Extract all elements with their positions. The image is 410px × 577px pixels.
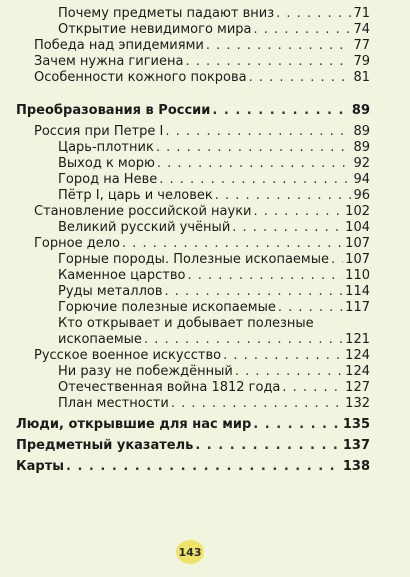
toc-row-page: 89 [353,140,370,155]
toc-row [0,364,410,380]
section-gap [0,86,410,103]
toc-row-leader [195,438,341,454]
toc-row-page: 74 [353,22,370,37]
toc-row-title: Кто открывает и добывает полезные [58,316,314,331]
toc-row-page: 110 [345,268,370,283]
toc-row-page: 124 [345,364,370,379]
toc-row-title: Предметный указатель [16,438,194,453]
toc-row-leader [235,364,343,380]
toc-row [0,54,410,70]
toc-row-page: 138 [342,459,370,474]
toc-row [0,220,410,236]
toc-row-title: Русское военное искусство [34,348,222,363]
toc-row-title: Россия при Петре I [34,124,164,139]
toc-row [0,172,410,188]
toc-row-page: 124 [345,348,370,363]
toc-row-leader [206,38,352,54]
toc-row-page: 77 [353,38,370,53]
toc-row-leader [171,396,343,412]
toc-row-title: Зачем нужна гигиена [34,54,184,69]
toc-row-title: План местности [58,396,169,411]
toc-row-leader [276,6,351,22]
toc-row-title: Пётр I, царь и человек [58,188,213,203]
toc-row-title: Царь-плотник [58,140,154,155]
toc-row-title: Горное дело [34,236,120,251]
toc-row-title: Отечественная война 1812 года [58,380,281,395]
toc-row-title: Город на Неве [58,172,158,187]
toc-row-title: Горючие полезные ископаемые [58,300,276,315]
toc-row-leader [165,284,344,300]
toc-row-page: 127 [345,380,370,395]
toc-row-title: Каменное царство [58,268,186,283]
toc-row-leader [165,124,351,140]
toc-row-leader [254,204,344,220]
toc-row [0,332,410,348]
toc-row-leader [331,252,343,268]
toc-row-page: 94 [353,172,370,187]
toc-row-title: Ни разу не побеждённый [58,364,233,379]
toc-row-title: Великий русский учёный [58,220,231,235]
toc-row-leader [212,103,350,119]
toc-row-page: 107 [345,236,370,251]
toc-row-page: 79 [353,54,370,69]
toc-row [0,38,410,54]
toc-section-row [0,459,410,475]
toc-row-page: 114 [345,284,370,299]
toc-row-leader [278,300,343,316]
toc-row-page: 137 [342,438,370,453]
toc-row-page: 102 [345,204,370,219]
toc-row-title: Карты [16,459,64,474]
toc-row-title: Люди, открывшие для нас мир [16,417,252,432]
toc-row [0,284,410,300]
toc-row-leader [156,140,352,156]
toc-row-page: 107 [345,252,370,267]
toc-row-leader [215,188,352,204]
toc-row-title: Почему предметы падают вниз [58,6,275,21]
toc-row [0,22,410,38]
toc-row [0,236,410,252]
toc-row-page: 117 [345,300,370,315]
toc-section-row [0,438,410,454]
toc-row-leader [157,156,352,172]
toc-row [0,252,410,268]
toc-row [0,348,410,364]
toc-row-leader [253,417,341,433]
toc-row [0,188,410,204]
toc-row [0,396,410,412]
toc-row-title: Становление российской науки [34,204,252,219]
toc-row [0,6,410,22]
toc-row-leader [249,70,352,86]
toc-row-leader [159,172,351,188]
toc-row-page: 89 [353,124,370,139]
toc-row-page: 121 [345,332,370,347]
toc-row [0,380,410,396]
toc-row [0,204,410,220]
toc-row-leader [185,54,351,70]
toc-row-title: Горные породы. Полезные ископаемые [58,252,329,267]
toc-row [0,316,410,332]
toc-row-page: 71 [353,6,370,21]
toc-row-leader [254,22,352,38]
toc-section-row [0,103,410,119]
toc-row-title: Преобразования в России [16,103,211,118]
toc-row-title: ископаемые [58,332,142,347]
toc-row-title: Особенности кожного покрова [34,70,247,85]
toc-section-row [0,417,410,433]
toc-row-leader [122,236,343,252]
toc-row-title: Победа над эпидемиями [34,38,204,53]
toc-row-leader [223,348,343,364]
toc-row-page: 89 [351,103,370,118]
toc-row-page: 92 [353,156,370,171]
toc-row-leader [232,220,343,236]
toc-row-title: Руды металлов [58,284,163,299]
toc-row-leader [66,459,341,475]
toc-row-page: 96 [353,188,370,203]
toc-row-title: Открытие невидимого мира [58,22,252,37]
toc-row [0,268,410,284]
toc-row-page: 81 [353,70,370,85]
toc-row-leader [282,380,343,396]
toc-row-leader [144,332,343,348]
page-number-badge: 143 [176,540,204,564]
toc-row-page: 132 [345,396,370,411]
toc-row-page: 135 [342,417,370,432]
toc-row [0,156,410,172]
toc-row [0,300,410,316]
toc-row [0,140,410,156]
toc-row-leader [188,268,344,284]
toc-row [0,70,410,86]
toc-row-title: Выход к морю [58,156,155,171]
toc-row-page: 104 [345,220,370,235]
toc-row [0,124,410,140]
table-of-contents [0,6,410,475]
